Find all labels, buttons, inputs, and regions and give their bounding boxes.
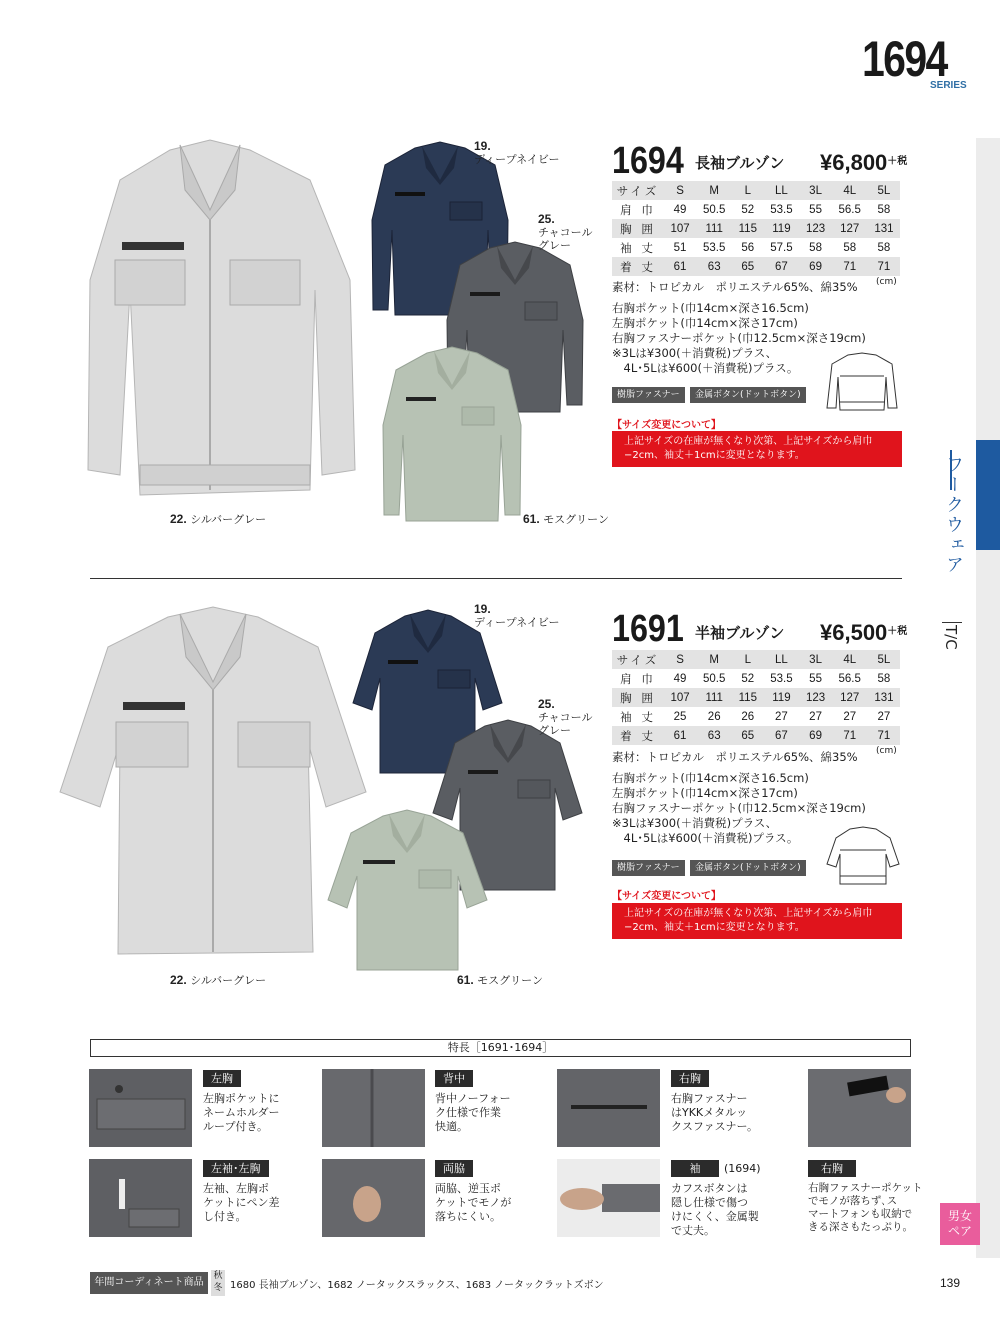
color-caption-19: 19. ディープネイビー — [474, 602, 560, 629]
color-caption-22: 22. シルバーグレー — [170, 512, 267, 526]
feature-text: カフスボタンは 隠し仕様で傷つ けにくく、金属製 で丈夫。 — [671, 1182, 759, 1237]
series-label: SERIES — [930, 80, 967, 91]
series-number: 1694 — [862, 31, 947, 87]
size-table-row: 着 丈 61 63 65 67 69 71 71 — [612, 257, 900, 276]
feature-image-pen-pocket — [89, 1159, 192, 1237]
jacket-silver-long-image — [60, 130, 370, 510]
feature-tag: 右胸 — [808, 1160, 856, 1177]
size-table-header: サイズ S M L LL 3L 4L 5L — [612, 650, 900, 669]
sidebar-strip — [976, 138, 1000, 1258]
tag-metal-button: 金属ボタン(ドットボタン) — [690, 860, 806, 876]
feature-note: (1694) — [724, 1162, 761, 1175]
size-unit: (cm) — [876, 277, 897, 287]
material-line — [942, 622, 962, 623]
feature-text: 背中ノーフォー ク仕様で作業 快適。 — [435, 1092, 511, 1133]
size-change-title: 【サイズ変更について】 — [612, 420, 721, 431]
size-table-row: 袖 丈 25 26 26 27 27 27 27 — [620, 709, 891, 724]
jacket-mossgreen-short-image — [325, 808, 490, 973]
size-table — [612, 650, 900, 745]
size-table-header: サイズ S M L LL 3L 4L 5L — [612, 181, 900, 200]
product-name: 長袖ブルゾン — [695, 154, 785, 172]
size-change-notice: 上記サイズの在庫が無くなり次第、上記サイズから肩巾−2cm、袖丈＋1cmに変更となります。 — [612, 431, 902, 467]
features-title: 特長［1691･1694］ — [90, 1039, 911, 1057]
color-caption-22: 22. シルバーグレー — [170, 973, 267, 987]
feature-image-left-chest — [89, 1069, 192, 1147]
gender-badge: 男女ペア — [940, 1203, 980, 1245]
product-price: $¥6,800^{+税}$ — [820, 150, 908, 175]
feature-tag: 両脇 — [435, 1160, 473, 1177]
size-table-row: 肩 巾 49 50.5 52 53.5 55 56.5 58 — [620, 671, 891, 686]
feature-tag: 左胸 — [203, 1070, 241, 1087]
coordinate-label: 年間コーディネート商品 — [90, 1272, 208, 1294]
spec-list: 素材：トロピカル ポリエステル65%、綿35% 右胸ポケット(巾14cm×深さ16.5cm) 左胸ポケット(巾14cm×深さ17cm) 右胸ファスナーポケット(巾12.5cm×深さ19cm) ※3Lは¥300(＋消費税)プラス、 4L･5Lは¥600(＋消費税)プラス。 — [612, 280, 866, 375]
product-price: $¥6,500^{+税}$ — [820, 620, 908, 645]
size-table — [612, 181, 900, 276]
category-label: ワークウェア — [943, 455, 964, 575]
feature-image-side-pocket — [322, 1159, 425, 1237]
feature-image-phone-pocket — [808, 1069, 911, 1147]
feature-text: 左袖、左胸ポ ケットにペン差 し付き。 — [203, 1182, 280, 1223]
feature-text: 右胸ファスナーポケット でモノが落ちず､ス マートフォンも収納で きる深さもたっぷり。 — [808, 1182, 923, 1233]
size-table-row: 袖 丈 51 53.5 56 57.5 58 58 58 — [620, 240, 891, 255]
size-table-row: 胸 囲 107 111 115 119 123 127 131 — [612, 688, 900, 707]
material-label: T/C — [942, 625, 960, 650]
season-badge: 秋 冬 — [211, 1270, 225, 1296]
color-caption-25: 25. チャコール グレー — [538, 697, 593, 737]
product-name: 半袖ブルゾン — [695, 624, 785, 642]
section-divider — [90, 578, 902, 579]
size-change-title: 【サイズ変更について】 — [612, 891, 721, 902]
color-caption-25: 25. チャコール グレー — [538, 212, 593, 252]
feature-text: 右胸ファスナー はYKKメタルッ クスファスナー。 — [671, 1092, 759, 1133]
color-caption-61: 61. モスグリーン — [457, 973, 543, 987]
size-change-notice: 上記サイズの在庫が無くなり次第、上記サイズから肩巾−2cm、袖丈＋1cmに変更となります。 — [612, 903, 902, 939]
jacket-mossgreen-long-image — [380, 345, 525, 525]
product-code: 1691 — [612, 608, 684, 650]
spec-list: 素材：トロピカル ポリエステル65%、綿35% 右胸ポケット(巾14cm×深さ16.5cm) 左胸ポケット(巾14cm×深さ17cm) 右胸ファスナーポケット(巾12.5cm×深さ19cm) ※3Lは¥300(＋消費税)プラス、 4L･5Lは¥600(＋消費税)プラス。 — [612, 750, 866, 845]
feature-tag: 背中 — [435, 1070, 473, 1087]
size-table-row: 肩 巾 49 50.5 52 53.5 55 56.5 58 — [620, 202, 891, 217]
tag-metal-button: 金属ボタン(ドットボタン) — [690, 387, 806, 403]
size-table-row: 着 丈 61 63 65 67 69 71 71 — [612, 726, 900, 745]
feature-image-cuff — [557, 1159, 660, 1237]
feature-tag: 右胸 — [671, 1070, 709, 1087]
color-caption-61: 61. モスグリーン — [523, 512, 609, 526]
size-unit: (cm) — [876, 746, 897, 756]
sidebar-active-marker — [976, 440, 1000, 550]
jacket-back-diagram — [826, 352, 898, 412]
feature-image-back — [322, 1069, 425, 1147]
feature-image-right-chest-zipper — [557, 1069, 660, 1147]
color-caption-19: 19. ディープネイビー — [474, 139, 560, 166]
feature-text: 両脇、逆玉ポ ケットでモノが 落ちにくい。 — [435, 1182, 512, 1223]
feature-tag: 袖 — [671, 1160, 719, 1177]
tag-resin-zipper: 樹脂ファスナー — [612, 387, 685, 403]
coordinate-items: 1680 長袖ブルゾン、1682 ノータックスラックス、1683 ノータックラットズボン — [230, 1280, 604, 1291]
jacket-back-diagram — [826, 826, 900, 886]
feature-tag: 左袖･左胸 — [203, 1160, 269, 1177]
size-table-row: 胸 囲 107 111 115 119 123 127 131 — [612, 219, 900, 238]
tag-resin-zipper: 樹脂ファスナー — [612, 860, 685, 876]
product-code: 1694 — [612, 140, 684, 182]
page-number: 139 — [940, 1276, 961, 1290]
feature-text: 左胸ポケットに ネームホルダー ループ付き。 — [203, 1092, 280, 1133]
